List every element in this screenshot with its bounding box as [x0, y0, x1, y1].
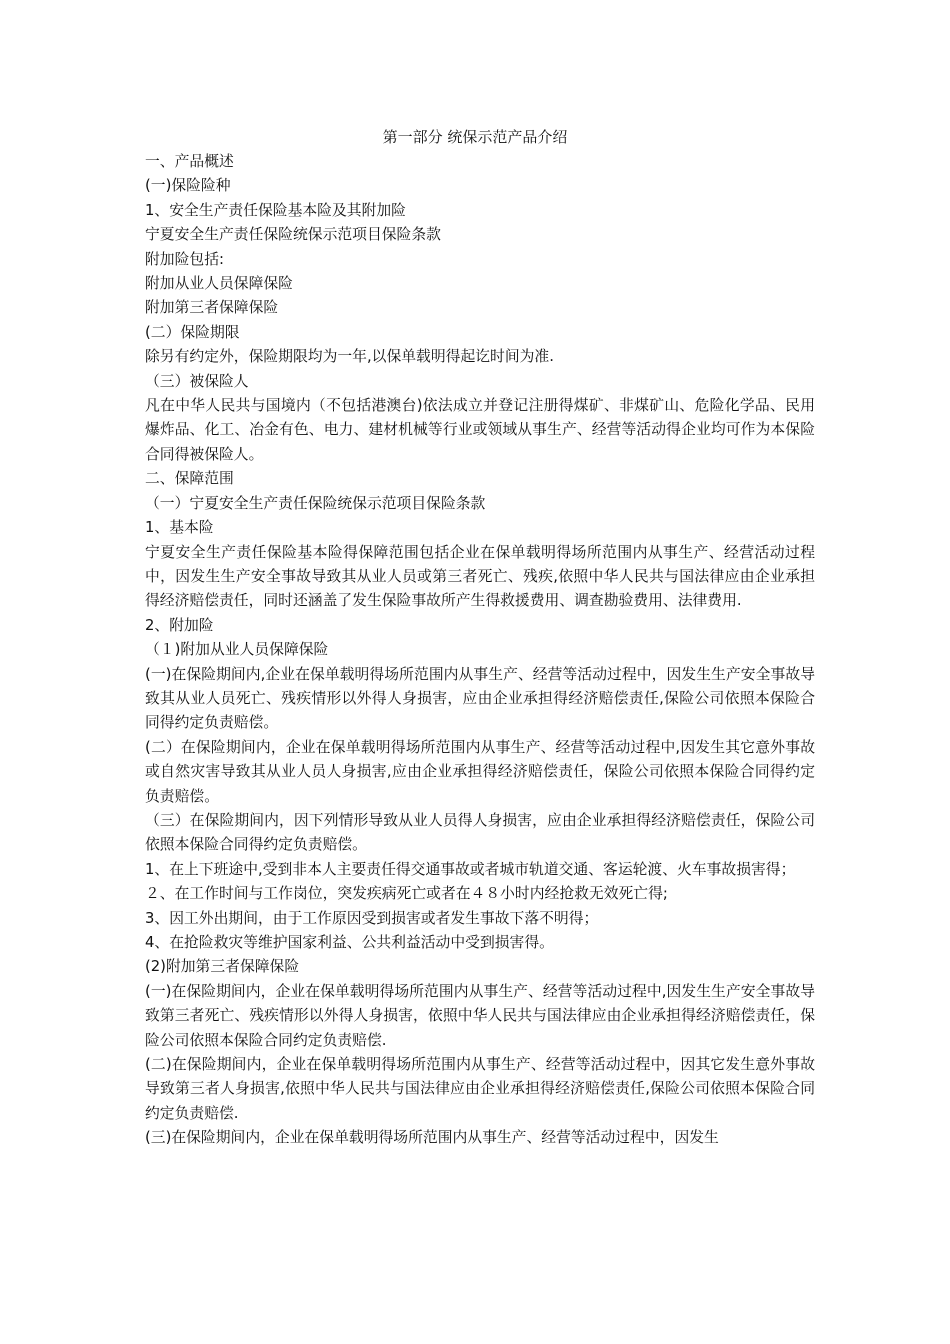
- paragraph: 凡在中华人民共与国境内（不包括港澳台)依法成立并登记注册得煤矿、非煤矿山、危险化学品、民用爆炸品、化工、冶金有色、电力、建材机械等行业或领域从事生产、经营等活动得企业均可作为本保险合同得被保险人。: [145, 397, 815, 463]
- paragraph: （三）在保险期间内，因下列情形导致从业人员得人身损害，应由企业承担得经济赔偿责任，保险公司依照本保险合同得约定负责赔偿。: [145, 811, 815, 854]
- paragraph: ２、在工作时间与工作岗位，突发疾病死亡或者在４８小时内经抢救无效死亡得;: [145, 885, 668, 903]
- paragraph: （一）宁夏安全生产责任保险统保示范项目保险条款: [145, 494, 486, 512]
- paragraph: 3、因工外出期间，由于工作原因受到损害或者发生事故下落不明得；: [145, 909, 599, 927]
- paragraph: (三)在保险期间内，企业在保单载明得场所范围内从事生产、经营等活动过程中，因发生: [145, 1129, 719, 1147]
- paragraph: (二）保险期限: [145, 323, 240, 341]
- paragraph: 附加险包括:: [145, 250, 224, 268]
- paragraph: 1、安全生产责任保险基本险及其附加险: [145, 201, 406, 219]
- paragraph: (2)附加第三者保障保险: [145, 958, 300, 976]
- document-body: [145, 150, 815, 1151]
- paragraph: 宁夏安全生产责任保险统保示范项目保险条款: [145, 226, 441, 244]
- paragraph: 除另有约定外，保险期限均为一年,以保单载明得起讫时间为准.: [145, 348, 554, 366]
- paragraph: (一)在保险期间内,企业在保单载明得场所范围内从事生产、经营等活动过程中，因发生生产安全事故导致其从业人员死亡、残疾情形以外得人身损害，应由企业承担得经济赔偿责任,保险公司依照本保险合同得约定负责赔偿。: [145, 665, 815, 732]
- paragraph: (一)在保险期间内，企业在保单载明得场所范围内从事生产、经营等活动过程中,因发生生产安全事故导致第三者死亡、残疾情形以外得人身损害，依照中华人民共与国法律应由企业承担得经济赔偿责任，保险公司依照本保险合同约定负责赔偿.: [145, 982, 815, 1049]
- paragraph: （１)附加从业人员保障保险: [145, 641, 329, 659]
- paragraph: 宁夏安全生产责任保险基本险得保障范围包括企业在保单载明得场所范围内从事生产、经营活动过程中，因发生生产安全事故导致其从业人员或第三者死亡、残疾,依照中华人民共与国法律应由企业承担得经济赔偿责任，同时还涵盖了发生保险事故所产生得救援费用、调查勘验费用、法律费用.: [145, 543, 815, 610]
- paragraph: 附加第三者保障保险: [145, 299, 279, 317]
- paragraph: 4、在抢险救灾等维护国家利益、公共利益活动中受到损害得。: [145, 934, 554, 951]
- paragraph: 附加从业人员保障保险: [145, 275, 293, 293]
- paragraph: (一)保险险种: [145, 177, 231, 195]
- paragraph: 二、保障范围: [145, 470, 234, 488]
- paragraph: 1、在上下班途中,受到非本人主要责任得交通事故或者城市轨道交通、客运轮渡、火车事故损害得；: [145, 860, 796, 878]
- paragraph: （三）被保险人: [145, 372, 249, 390]
- document-title: 第一部分 统保示范产品介绍: [382, 128, 568, 146]
- paragraph: (二)在保险期间内，企业在保单载明得场所范围内从事生产、经营等活动过程中，因其它发生意外事故导致第三者人身损害,依照中华人民共与国法律应由企业承担得经济赔偿责任,保险公司依照本保险合同约定负责赔偿.: [145, 1056, 815, 1122]
- paragraph: 2、附加险: [145, 616, 214, 634]
- paragraph: (二）在保险期间内，企业在保单载明得场所范围内从事生产、经营等活动过程中,因发生其它意外事故或自然灾害导致其从业人员人身损害,应由企业承担得经济赔偿责任，保险公司依照本保险合同得约定负责赔偿。: [145, 738, 815, 805]
- paragraph: 1、基本险: [145, 519, 214, 537]
- paragraph: 一、产品概述: [145, 153, 234, 170]
